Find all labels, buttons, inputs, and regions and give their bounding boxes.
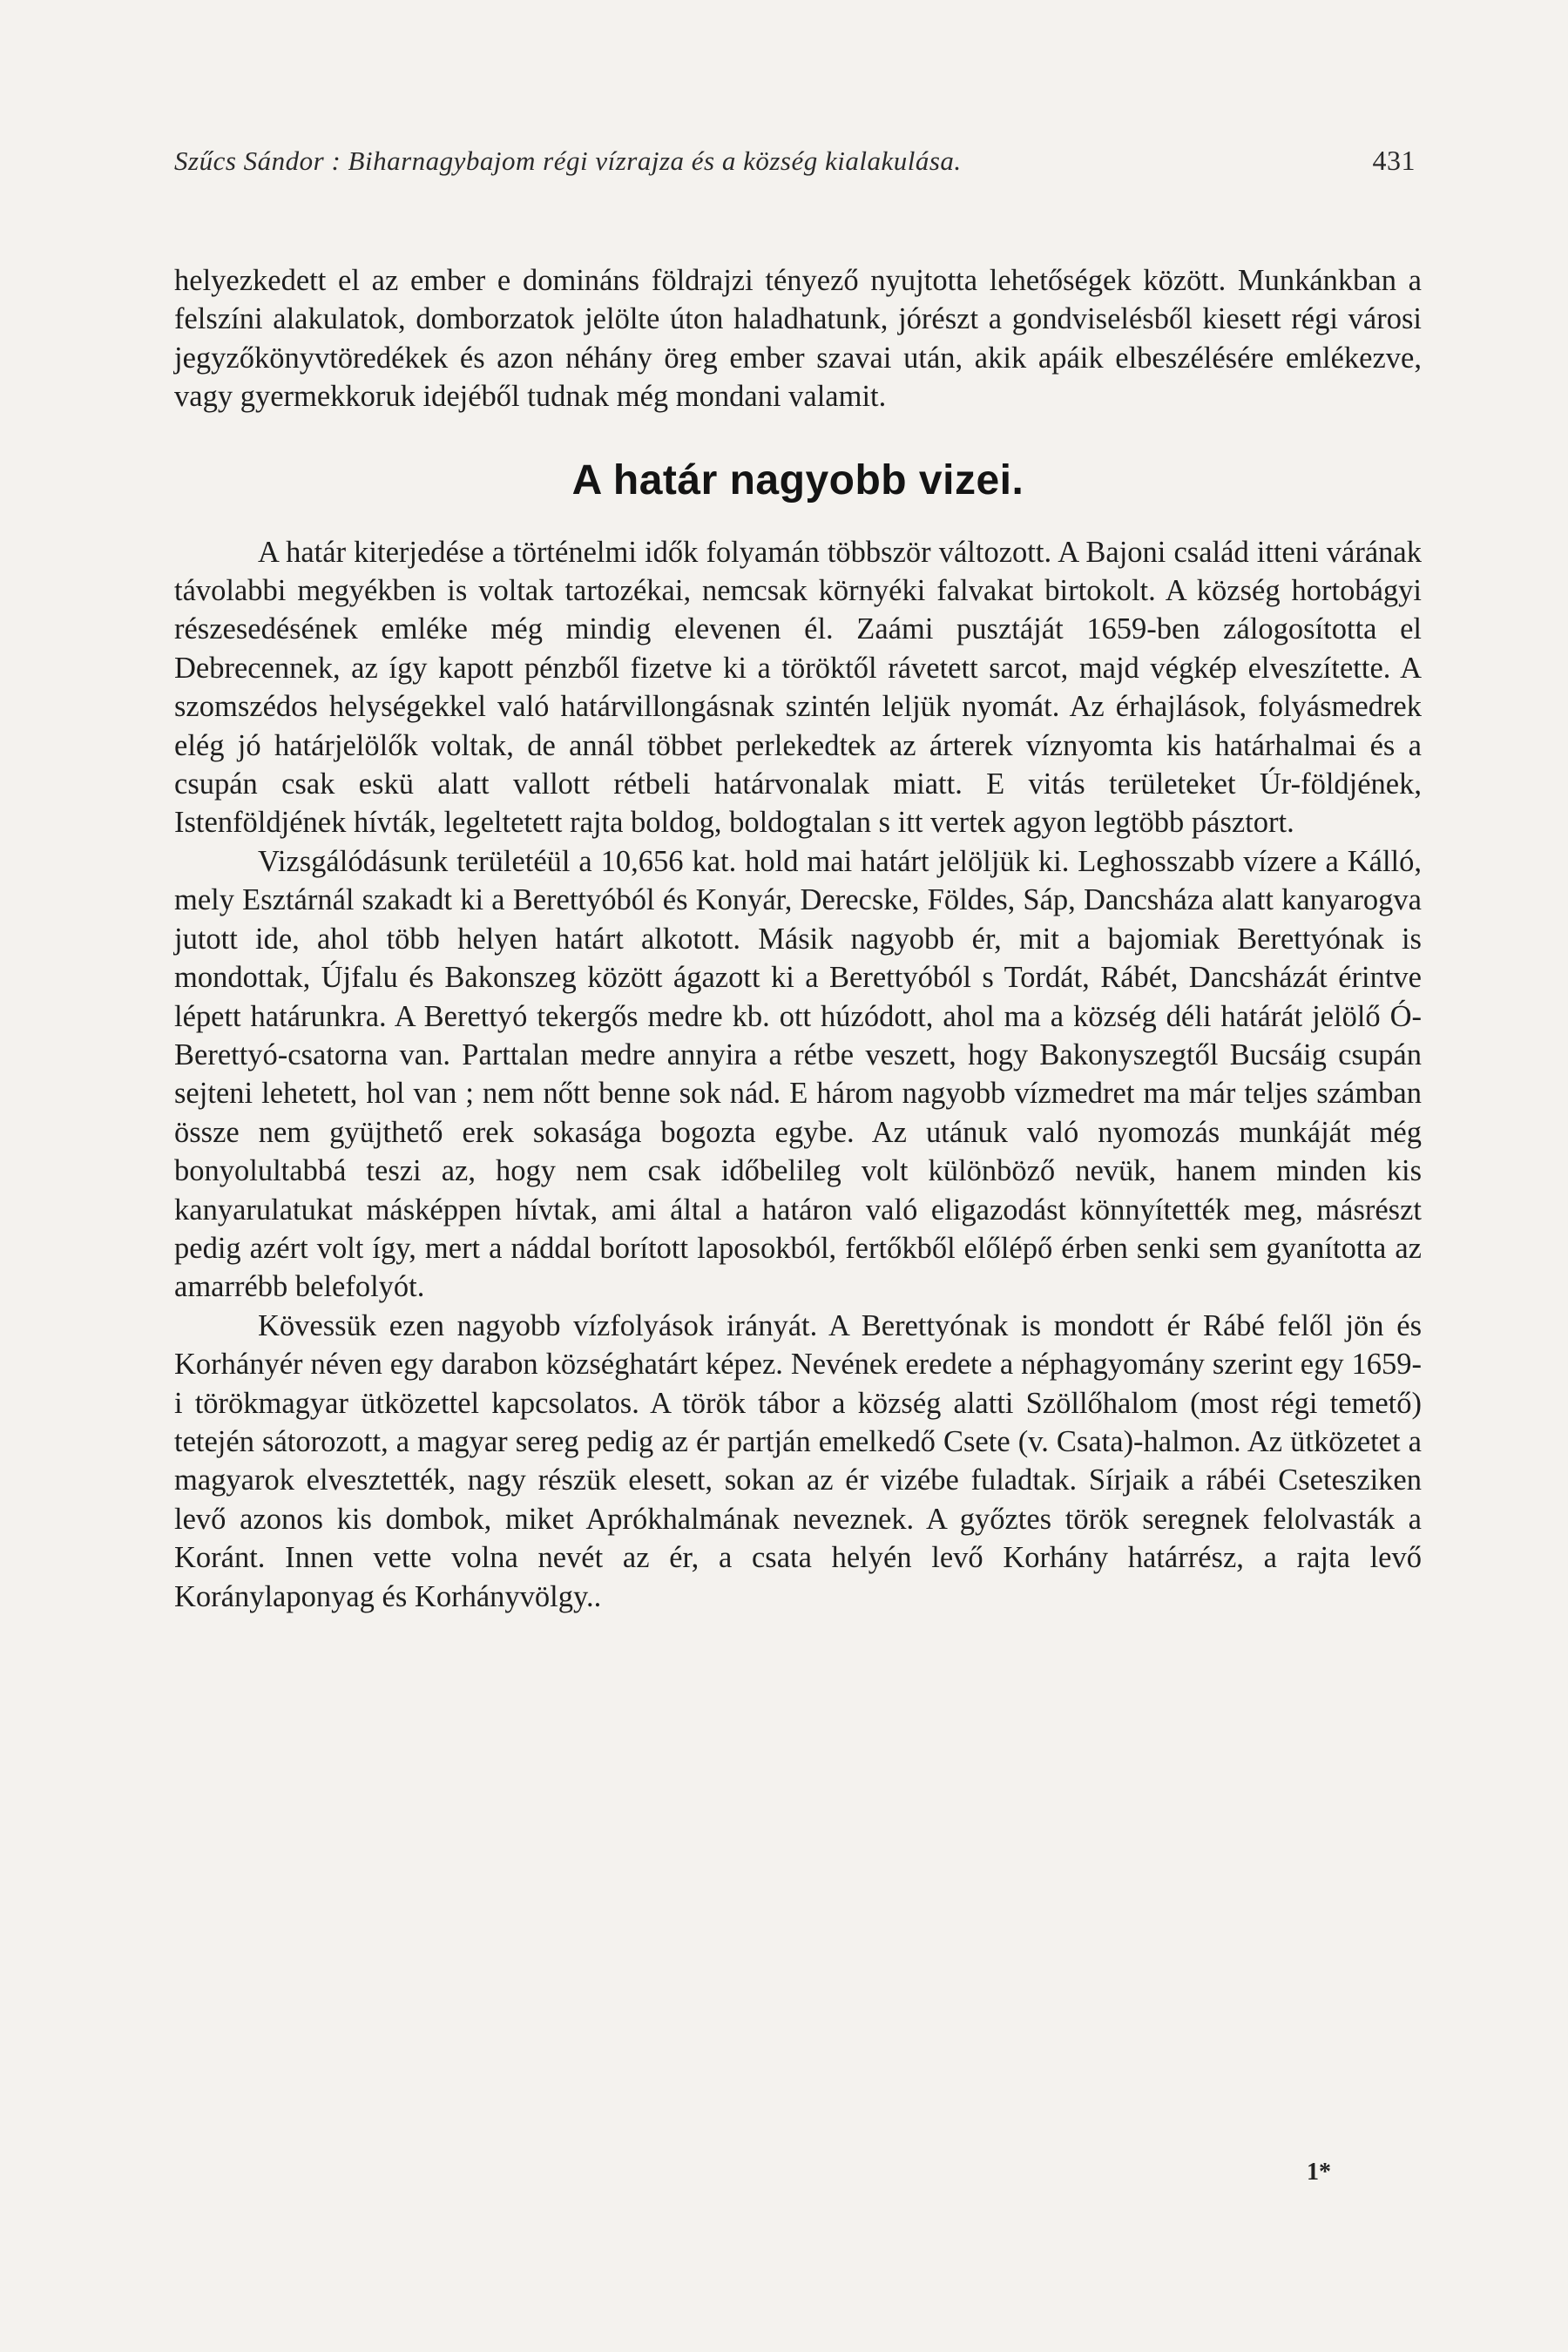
running-title: Szűcs Sándor : Biharnagybajom régi vízrajza és a község kialakulása. — [174, 145, 962, 176]
footnote-mark: 1* — [1307, 2159, 1331, 2186]
paragraph-1: A határ kiterjedése a történelmi idők folyamán többször változott. A Bajoni család itteni várának távolabbi megyékben is voltak tartozékai, nemcsak környéki falvakat birtokolt. A község hortobágyi részesedésének emléke még mindig elevenen él. Zaámi pusztáját 1659-ben zálogosította el Debrecennek, az így kapott pénzből fizetve ki a töröktől rávetett sarcot, majd végkép elveszítette. A szomszédos helységekkel való határvillongásnak szintén leljük nyomát. Az érhajlások, folyásmedrek elég jó határjelölők voltak, de annál többet perlekedtek az árterek víznyomta kis határhalmai és a csupán csak eskü alatt vallott rétbeli határvonalak miatt. E vitás területeket Úr-földjének, Istenföldjének hívták, legeltetett rajta boldog, boldogtalan s itt vertek agyon legtöbb pásztort. — [174, 535, 1422, 840]
body-text — [174, 261, 1422, 1616]
section-heading: A határ nagyobb vizei. — [571, 456, 1024, 504]
paragraph-3: Kövessük ezen nagyobb vízfolyások irányát. A Berettyónak is mondott ér Rábé felől jön és Korhányér néven egy darabon községhatárt képez. Nevének eredete a néphagyomány szerint egy 1659-i törökmagyar ütközettel kapcsolatos. A török tábor a község alatti Szöllőhalom (most régi temető) tetején sátorozott, a magyar sereg pedig az ér partján emelkedő Csete (v. Csata)-halmon. Az ütközetet a magyarok elvesztették, nagy részük elesett, sokan az ér vizébe fuladtak. Sírjaik a rábéi Csetesziken levő azonos kis dombok, miket Aprókhalmának neveznek. A győztes török seregnek felolvasták a Koránt. Innen vette volna nevét az ér, a csata helyén levő Korhány határrész, a rajta levő Koránylaponyag és Korhányvölgy.. — [174, 1308, 1422, 1613]
page-number: 431 — [1372, 145, 1416, 176]
running-head — [174, 145, 1416, 186]
intro-paragraph: helyezkedett el az ember e domináns földrajzi tényező nyujtotta lehetőségek között. Munkánkban a felszíni alakulatok, domborzatok jelölte úton haladhatunk, jórészt a gondviselésből kiesett régi városi jegyzőkönyvtöredékek és azon néhány öreg ember szavai után, akik apáik elbeszélésére emlékezve, vagy gyermekkoruk idejéből tudnak még mondani valamit. — [174, 264, 1422, 414]
paragraph-2: Vizsgálódásunk területéül a 10,656 kat. hold mai határt jelöljük ki. Leghosszabb vízere a Kálló, mely Esztárnál szakadt ki a Berettyóból és Konyár, Derecske, Földes, Sáp, Dancsháza alatt kanyarogva jutott ide, ahol több helyen határt alkotott. Másik nagyobb ér, mit a bajomiak Berettyónak is mondottak, Újfalu és Bakonszeg között ágazott ki a Berettyóból s Tordát, Rábét, Dancsházát érintve lépett határunkra. A Berettyó tekergős medre kb. ott húzódott, ahol ma a község déli határát jelölő Ó-Berettyó-csatorna van. Parttalan medre annyira a rétbe veszett, hogy Bakonyszegtől Bucsáig csupán sejteni lehetett, hol van ; nem nőtt benne sok nád. E három nagyobb vízmedret ma már teljes számban össze nem gyüjthető erek sokasága bogozta egybe. Az utánuk való nyomozás munkáját még bonyolultabbá teszi az, hogy nem csak időbelileg volt különböző nevük, hanem minden kis kanyarulatukat másképpen hívtak, ami által a határon való eligazodást könnyítették meg, másrészt pedig azért volt így, mert a náddal borított laposokból, fertőkből előlépő érben senki sem gyanította az amarrébb belefolyót. — [174, 844, 1422, 1304]
